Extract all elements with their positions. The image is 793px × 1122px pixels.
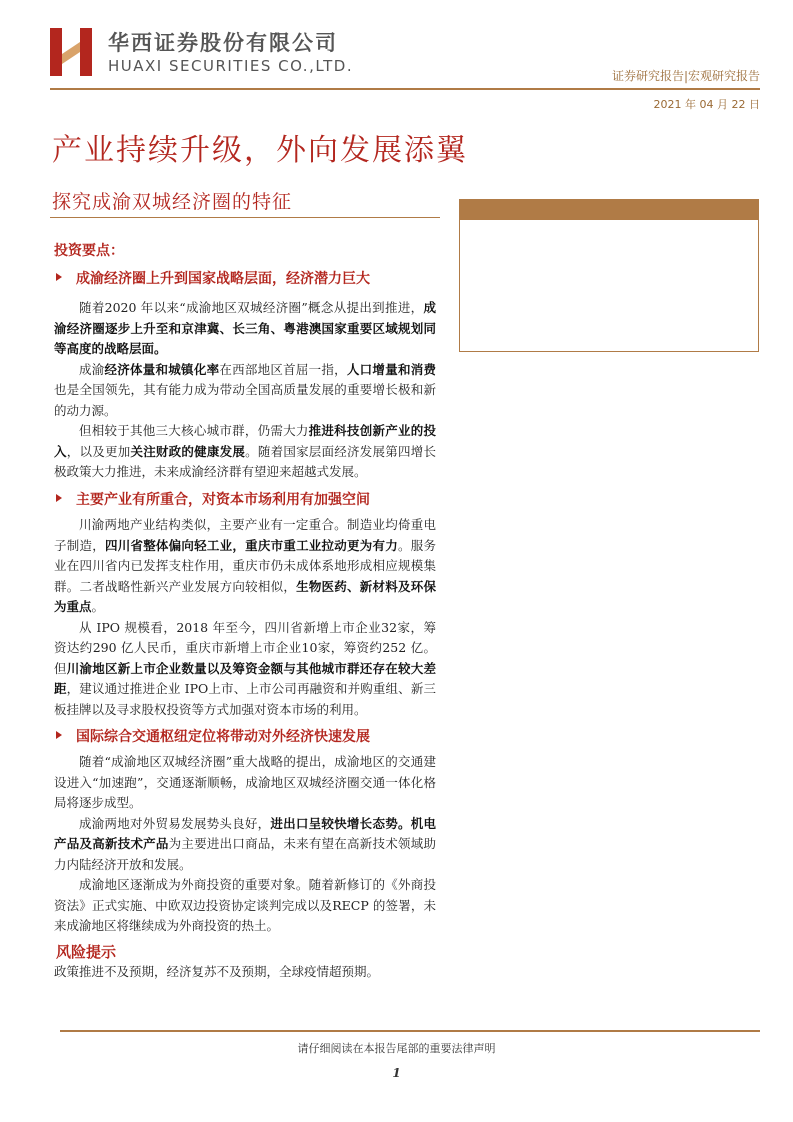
page-number: 1 [392,1066,401,1080]
header-divider [50,88,760,90]
paragraph: 成渝两地对外贸易发展势头良好，进出口呈较快增长态势。机电产品及高新技术产品为主要进出口商品，未来有望在高新技术领域助力内陆经济开放和发展。 [54,815,436,872]
paragraph: 成渝经济体量和城镇化率在西部地区首屈一指，人口增量和消费也是全国领先，其有能力成为带动全国高质量发展的重要增长极和新的动力源。 [54,361,436,418]
report-type: 证券研究报告|宏观研究报告 [611,69,760,83]
bullet-triangle-icon [56,273,62,281]
footer-divider [60,1030,760,1032]
paragraph: 随着“成渝地区双城经济圈”重大战略的提出，成渝地区的交通建设进入“加速跑”，交通逐渐顺畅，成渝地区双城经济圈交通一体化格局将逐步成型。 [54,754,436,810]
bullet-heading-text: 成渝经济圈上升到国家战略层面，经济潜力巨大 [76,271,370,287]
paragraph: 从 IPO 规模看，2018 年至今，四川省新增上市企业32家，筹资达约290 亿人民币，重庆市新增上市企业10家，筹资约252 亿。但川渝地区新上市企业数量以及筹资金额与其他城市群还存在较大差距，建议通过推进企业 IPO上市、上市公司再融资和并购重组、新三板挂牌以及寻求股权投资等方式加强对资本市场的利用。 [54,619,436,717]
side-info-box-header [460,200,758,220]
bullet-heading-1 [56,268,370,288]
page-title: 产业持续升级，外向发展添翼 [52,133,468,168]
company-name-cn: 华西证券股份有限公司 [108,31,338,55]
paragraph: 但相较于其他三大核心城市群，仍需大力推进科技创新产业的投入，以及更加关注财政的健康发展。随着国家层面经济发展第四增长极政策大力推进，未来成渝经济群有望迎来超越式发展。 [54,423,436,479]
section-heading: 投资要点： [54,243,124,259]
paragraph: 成渝地区逐渐成为外商投资的重要对象。随着新修订的《外商投资法》正式实施、中欧双边投资协定谈判完成以及RECP 的签署，未来成渝地区将继续成为外商投资的热土。 [54,877,436,933]
bullet-body-2 [54,515,436,720]
paragraph: 随着2020 年以来“成渝地区双城经济圈”概念从提出到推进，成渝经济圈逐步上升至和京津冀、长三角、粤港澳国家重要区域规划同等高度的战略层面。 [54,300,436,356]
bullet-heading-3 [56,726,370,746]
legal-notice: 请仔细阅读在本报告尾部的重要法律声明 [297,1042,496,1055]
side-info-box [459,199,759,352]
report-date: 2021 年 04 月 22 日 [653,98,760,111]
risk-heading: 风险提示 [56,943,117,961]
bullet-body-3 [54,752,436,937]
bullet-triangle-icon [56,731,62,739]
bullet-body-1 [54,298,436,483]
bullet-heading-text: 国际综合交通枢纽定位将带动对外经济快速发展 [76,729,370,745]
bullet-heading-text: 主要产业有所重合，对资本市场利用有加强空间 [76,492,370,508]
page-subtitle: 探究成渝双城经济圈的特征 [52,191,293,213]
company-name-en: HUAXI SECURITIES CO.,LTD. [108,57,354,75]
paragraph: 川渝两地产业结构类似，主要产业有一定重合。制造业均倚重电子制造，四川省整体偏向轻工业，重庆市重工业拉动更为有力。服务业在四川省内已发挥支柱作用，重庆市仍未成体系地形成相应规模集群。二者战略性新兴产业发展方向较相似，生物医药、新材料及环保为重点。 [54,517,436,614]
bullet-heading-2 [56,489,370,509]
subtitle-divider [50,217,440,218]
company-logo [50,28,94,76]
bullet-triangle-icon [56,494,62,502]
risk-text: 政策推进不及预期，经济复苏不及预期，全球疫情超预期。 [54,964,380,979]
